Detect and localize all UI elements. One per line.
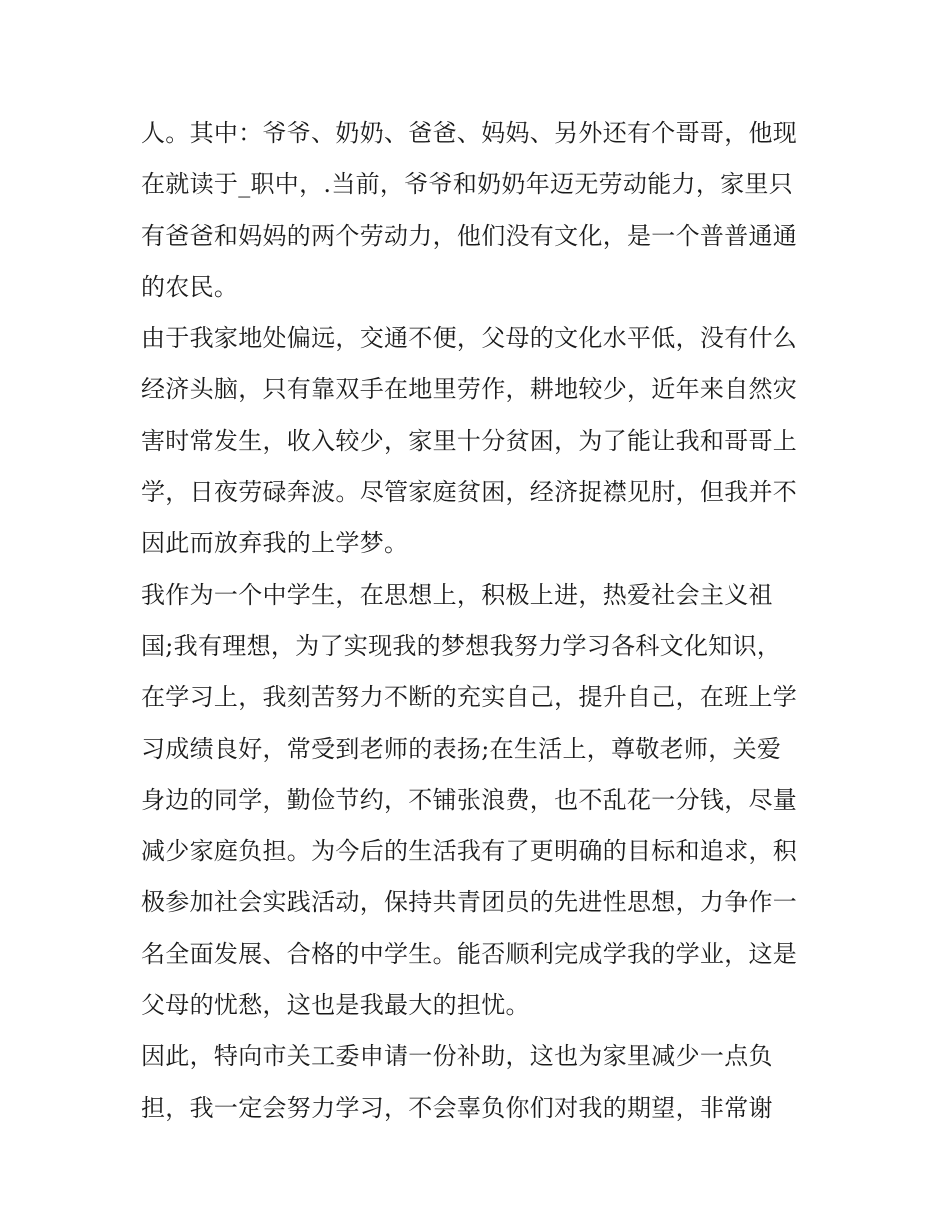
text-line: 父母的忧愁，这也是我最大的担忧。 <box>141 991 530 1020</box>
text-line: 极参加社会实践活动，保持共青团员的先进性思想，力争作一 <box>141 888 798 917</box>
text-line: 担，我一定会努力学习，不会辜负你们对我的期望，非常谢 <box>141 1093 773 1122</box>
text-line: 减少家庭负担。为今后的生活我有了更明确的目标和追求，积 <box>141 837 798 866</box>
text-line: 学，日夜劳碌奔波。尽管家庭贫困，经济捉襟见肘，但我并不 <box>141 478 798 507</box>
text-line: 名全面发展、合格的中学生。能否顺利完成学我的学业，这是 <box>141 939 798 968</box>
text-line: 因此而放弃我的上学梦。 <box>141 529 409 558</box>
document-body <box>141 108 821 1134</box>
text-line: 习成绩良好，常受到老师的表扬;在生活上，尊敬老师，关爱 <box>141 734 782 763</box>
text-line: 经济头脑，只有靠双手在地里劳作，耕地较少，近年来自然灾 <box>141 375 798 404</box>
text-line: 因此，特向市关工委申请一份补助，这也为家里减少一点负 <box>141 1042 773 1071</box>
text-line: 我作为一个中学生，在思想上，积极上进，热爱社会主义祖 <box>141 580 773 609</box>
text-line: 在学习上，我刻苦努力不断的充实自己，提升自己，在班上学 <box>141 683 798 712</box>
text-line: 在就读于_职中，.当前，爷爷和奶奶年迈无劳动能力，家里只 <box>141 170 794 199</box>
text-line: 人。其中：爷爷、奶奶、爸爸、妈妈、另外还有个哥哥，他现 <box>141 119 798 147</box>
text-line: 身边的同学，勤俭节约，不铺张浪费，也不乱花一分钱，尽量 <box>141 785 798 814</box>
text-line: 有爸爸和妈妈的两个劳动力，他们没有文化，是一个普普通通 <box>141 221 798 250</box>
text-line: 国;我有理想，为了实现我的梦想我努力学习各科文化知识， <box>141 631 782 660</box>
text-line: 由于我家地处偏远，交通不便，父母的文化水平低，没有什么 <box>141 324 798 353</box>
text-line: 害时常发生，收入较少，家里十分贫困，为了能让我和哥哥上 <box>141 426 798 455</box>
text-line: 的农民。 <box>141 272 239 301</box>
